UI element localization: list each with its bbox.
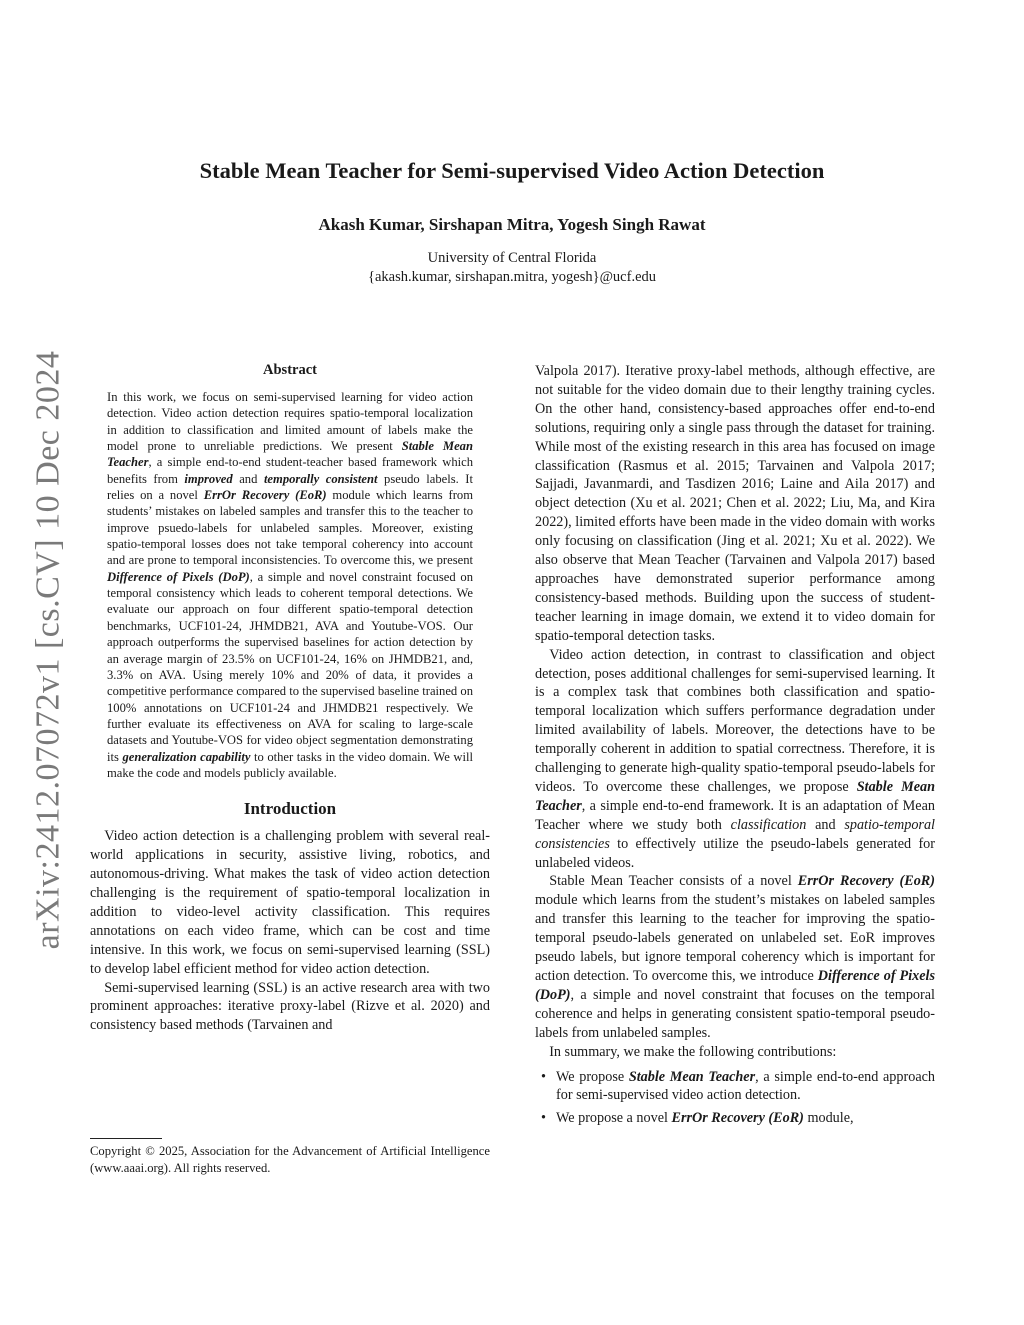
- text-run: module,: [803, 1110, 854, 1127]
- text-run: and: [232, 471, 264, 486]
- emphasized-text: 23.5%: [222, 651, 255, 666]
- intro-paragraph-4: [535, 872, 935, 1042]
- emphasized-text: ErrOr Recovery (EoR): [671, 1110, 804, 1127]
- emphasized-text: Difference of Pixels (DoP): [535, 968, 935, 1003]
- emphasized-text: generalization capability: [122, 749, 251, 764]
- text-run: , a simple and novel constraint that focuses on the temporal coherence and helps in generating consistent spatio-temporal pseudo-labels from unlabeled samples.: [535, 986, 935, 1041]
- text-run: Semi-supervised learning (SSL) is an active research area with two prominent approaches: iterative proxy-label (Rizve et al. 2020) and consistency based methods (Tarvainen and: [90, 979, 490, 1034]
- text-run: pseudo labels. It relies on a novel: [107, 471, 473, 503]
- intro-paragraph-2: [90, 979, 490, 1036]
- text-run: In summary, we make the following contributions:: [549, 1043, 837, 1060]
- text-run: module which learns from the student’s mistakes on labeled samples and transfer this learning to the teacher for improving the spatio-temporal pseudo-labels generated on unlabeled set. EoR improves pseudo labels, but ignore temporal coherency which is important for action detection. To overcome this, we introduce: [535, 892, 935, 984]
- text-run: Valpola 2017). Iterative proxy-label methods, although effective, are not suitable for the video domain due to their lengthy training cycles. On the other hand, consistency-based approaches offer end-to-end solutions, requiring only a single pass through the dataset for training. While most of the existing research in this area has focused on image classification (Rasmus et al. 2015; Tarvainen and Valpola 2017; Sajjadi, Javanmardi, and Tasdizen 2016; Laine and Aila 2017) and object detection (Xu et al. 2021; Chen et al. 2022; Liu, Ma, and Kira 2022), limited efforts have been made in the video domain with works only focusing on classification (Jing et al. 2021; Xu et al. 2022). We also observe that Mean Teacher (Tarvainen and Valpola 2017) based approaches have demonstrated superior performance among consistency-based methods. Building upon the success of student-teacher learning in image domain, we extend it to video domain for spatio-temporal detection tasks.: [535, 363, 935, 644]
- footnote-rule: [90, 1138, 162, 1139]
- text-run: , a simple end-to-end framework. It is an adaptation of Mean Teacher where we study both: [535, 797, 935, 833]
- emphasized-text: temporally consistent: [263, 471, 378, 486]
- introduction-heading: Introduction: [243, 799, 337, 819]
- text-run: Stable Mean Teacher consists of a novel: [549, 873, 798, 890]
- intro-paragraph-2-continued: [535, 362, 935, 646]
- emphasized-text: Stable Mean Teacher: [107, 439, 473, 470]
- abstract-text: [107, 389, 473, 781]
- text-run: on AVA. Using merely 10% and 20% of data, it provides a competitive performance compared to the supervised baseline trained on 100% annotations on UCF101-24 and JHMDB21 respectively. We further evaluate its effectiveness on AVA for scaling to large-scale datasets and Youtube-VOS for video object segmentation demonstrating its: [107, 667, 473, 764]
- abstract-heading: Abstract: [263, 362, 317, 378]
- emphasized-text: classification: [730, 816, 807, 833]
- paper-authors: Akash Kumar, Sirshapan Mitra, Yogesh Singh Rawat: [318, 215, 706, 234]
- contribution-item: [556, 1109, 935, 1128]
- arxiv-id-text: arXiv:2412.07072v1 [cs.CV] 10 Dec 2024: [29, 350, 67, 950]
- emphasized-text: improved: [184, 471, 233, 486]
- contributions-list: [535, 1068, 935, 1129]
- paper-title: Stable Mean Teacher for Semi-supervised Video Action Detection: [199, 158, 825, 183]
- emphasized-text: Difference of Pixels (DoP): [107, 569, 250, 584]
- text-run: Video action detection, in contrast to classification and object detection, poses additional challenges for semi-supervised learning. It is a complex task that combines both classification and spatio-temporal localization which suffers performance degradation under limited availability of labels. Moreover, the detections have to be temporally coherent in addition to spatial correctness. Therefore, it is challenging to generate high-quality spatio-temporal pseudo-labels for videos. To overcome these challenges, we propose: [535, 646, 935, 795]
- text-run: to other tasks in the video domain. We will make the code and models publicly available.: [107, 749, 473, 780]
- text-run: In this work, we focus on semi-supervised learning for video action detection. Video action detection requires spatio-temporal localization in addition to classification and limited amount of labels make the model prone to unreliable predictions. We present: [107, 390, 473, 454]
- emphasized-text: ErrOr Recovery (EoR): [797, 873, 935, 890]
- emphasized-text: Stable Mean Teacher: [628, 1068, 756, 1085]
- text-run: Video action detection is a challenging problem with several real-world applications in security, assistive living, robotics, and autonomous-driving. What makes the task of video action detection challenging is the requirement of spatio-temporal localization in addition to video-level activity classification. This requires annotations on each video frame, which can be cost and time intensive. In this work, we focus on semi-supervised learning (SSL) to develop label efficient method for video action detection.: [90, 828, 490, 977]
- text-run: , a simple end-to-end student-teacher based framework which benefits from: [107, 455, 473, 486]
- emphasized-text: spatio-temporal consistencies: [535, 816, 935, 852]
- text-run: on UCF101-24,: [254, 651, 344, 666]
- text-run: We propose a novel: [556, 1110, 672, 1127]
- author-affiliation-block: [90, 249, 934, 287]
- text-run: and: [806, 816, 845, 833]
- text-run: , a simple and novel constraint focused on temporal consistency which leads to coherent temporal detections. We evaluate our approach on four different spatio-temporal detection benchmarks, UCF101-24, JHMDB21, AVA and Youtube-VOS. Our approach outperforms the supervised baselines for action detection by an average margin of: [107, 569, 473, 666]
- emphasized-text: Stable Mean Teacher: [535, 778, 936, 814]
- intro-paragraph-1: [90, 827, 490, 978]
- arxiv-identifier-stamp: [26, 350, 70, 950]
- emphasized-text: 3.3%: [107, 667, 134, 682]
- right-column: [535, 362, 935, 1132]
- contribution-item: [556, 1068, 935, 1106]
- text-run: module which learns from students’ mistakes on labeled samples and transfer this to the teacher to improve psuedo-labels for unlabeled samples. Moreover, existing spatio-temporal losses does not take temporal coherency into account and are prone to temporal inconsistencies. To overcome this, we present: [107, 488, 473, 568]
- intro-paragraph-3: [535, 646, 935, 873]
- emphasized-text: ErrOr Recovery (EoR): [203, 488, 327, 503]
- author-emails: {akash.kumar, sirshapan.mitra, yogesh}@ucf.edu: [367, 269, 657, 285]
- text-run: to effectively utilize the pseudo-labels generated for unlabeled videos.: [535, 835, 935, 871]
- copyright-footnote: Copyright © 2025, Association for the Advancement of Artificial Intelligence (www.aaai.org). All rights reserved.: [90, 1144, 490, 1175]
- left-column: [90, 362, 490, 1035]
- text-run: on JHMDB21, and,: [367, 651, 473, 666]
- text-run: We propose: [556, 1068, 629, 1085]
- emphasized-text: 16%: [344, 651, 368, 666]
- text-run: , a simple end-to-end approach for semi-supervised video action detection.: [556, 1068, 936, 1104]
- affiliation: University of Central Florida: [427, 250, 597, 266]
- intro-paragraph-5: [535, 1043, 935, 1062]
